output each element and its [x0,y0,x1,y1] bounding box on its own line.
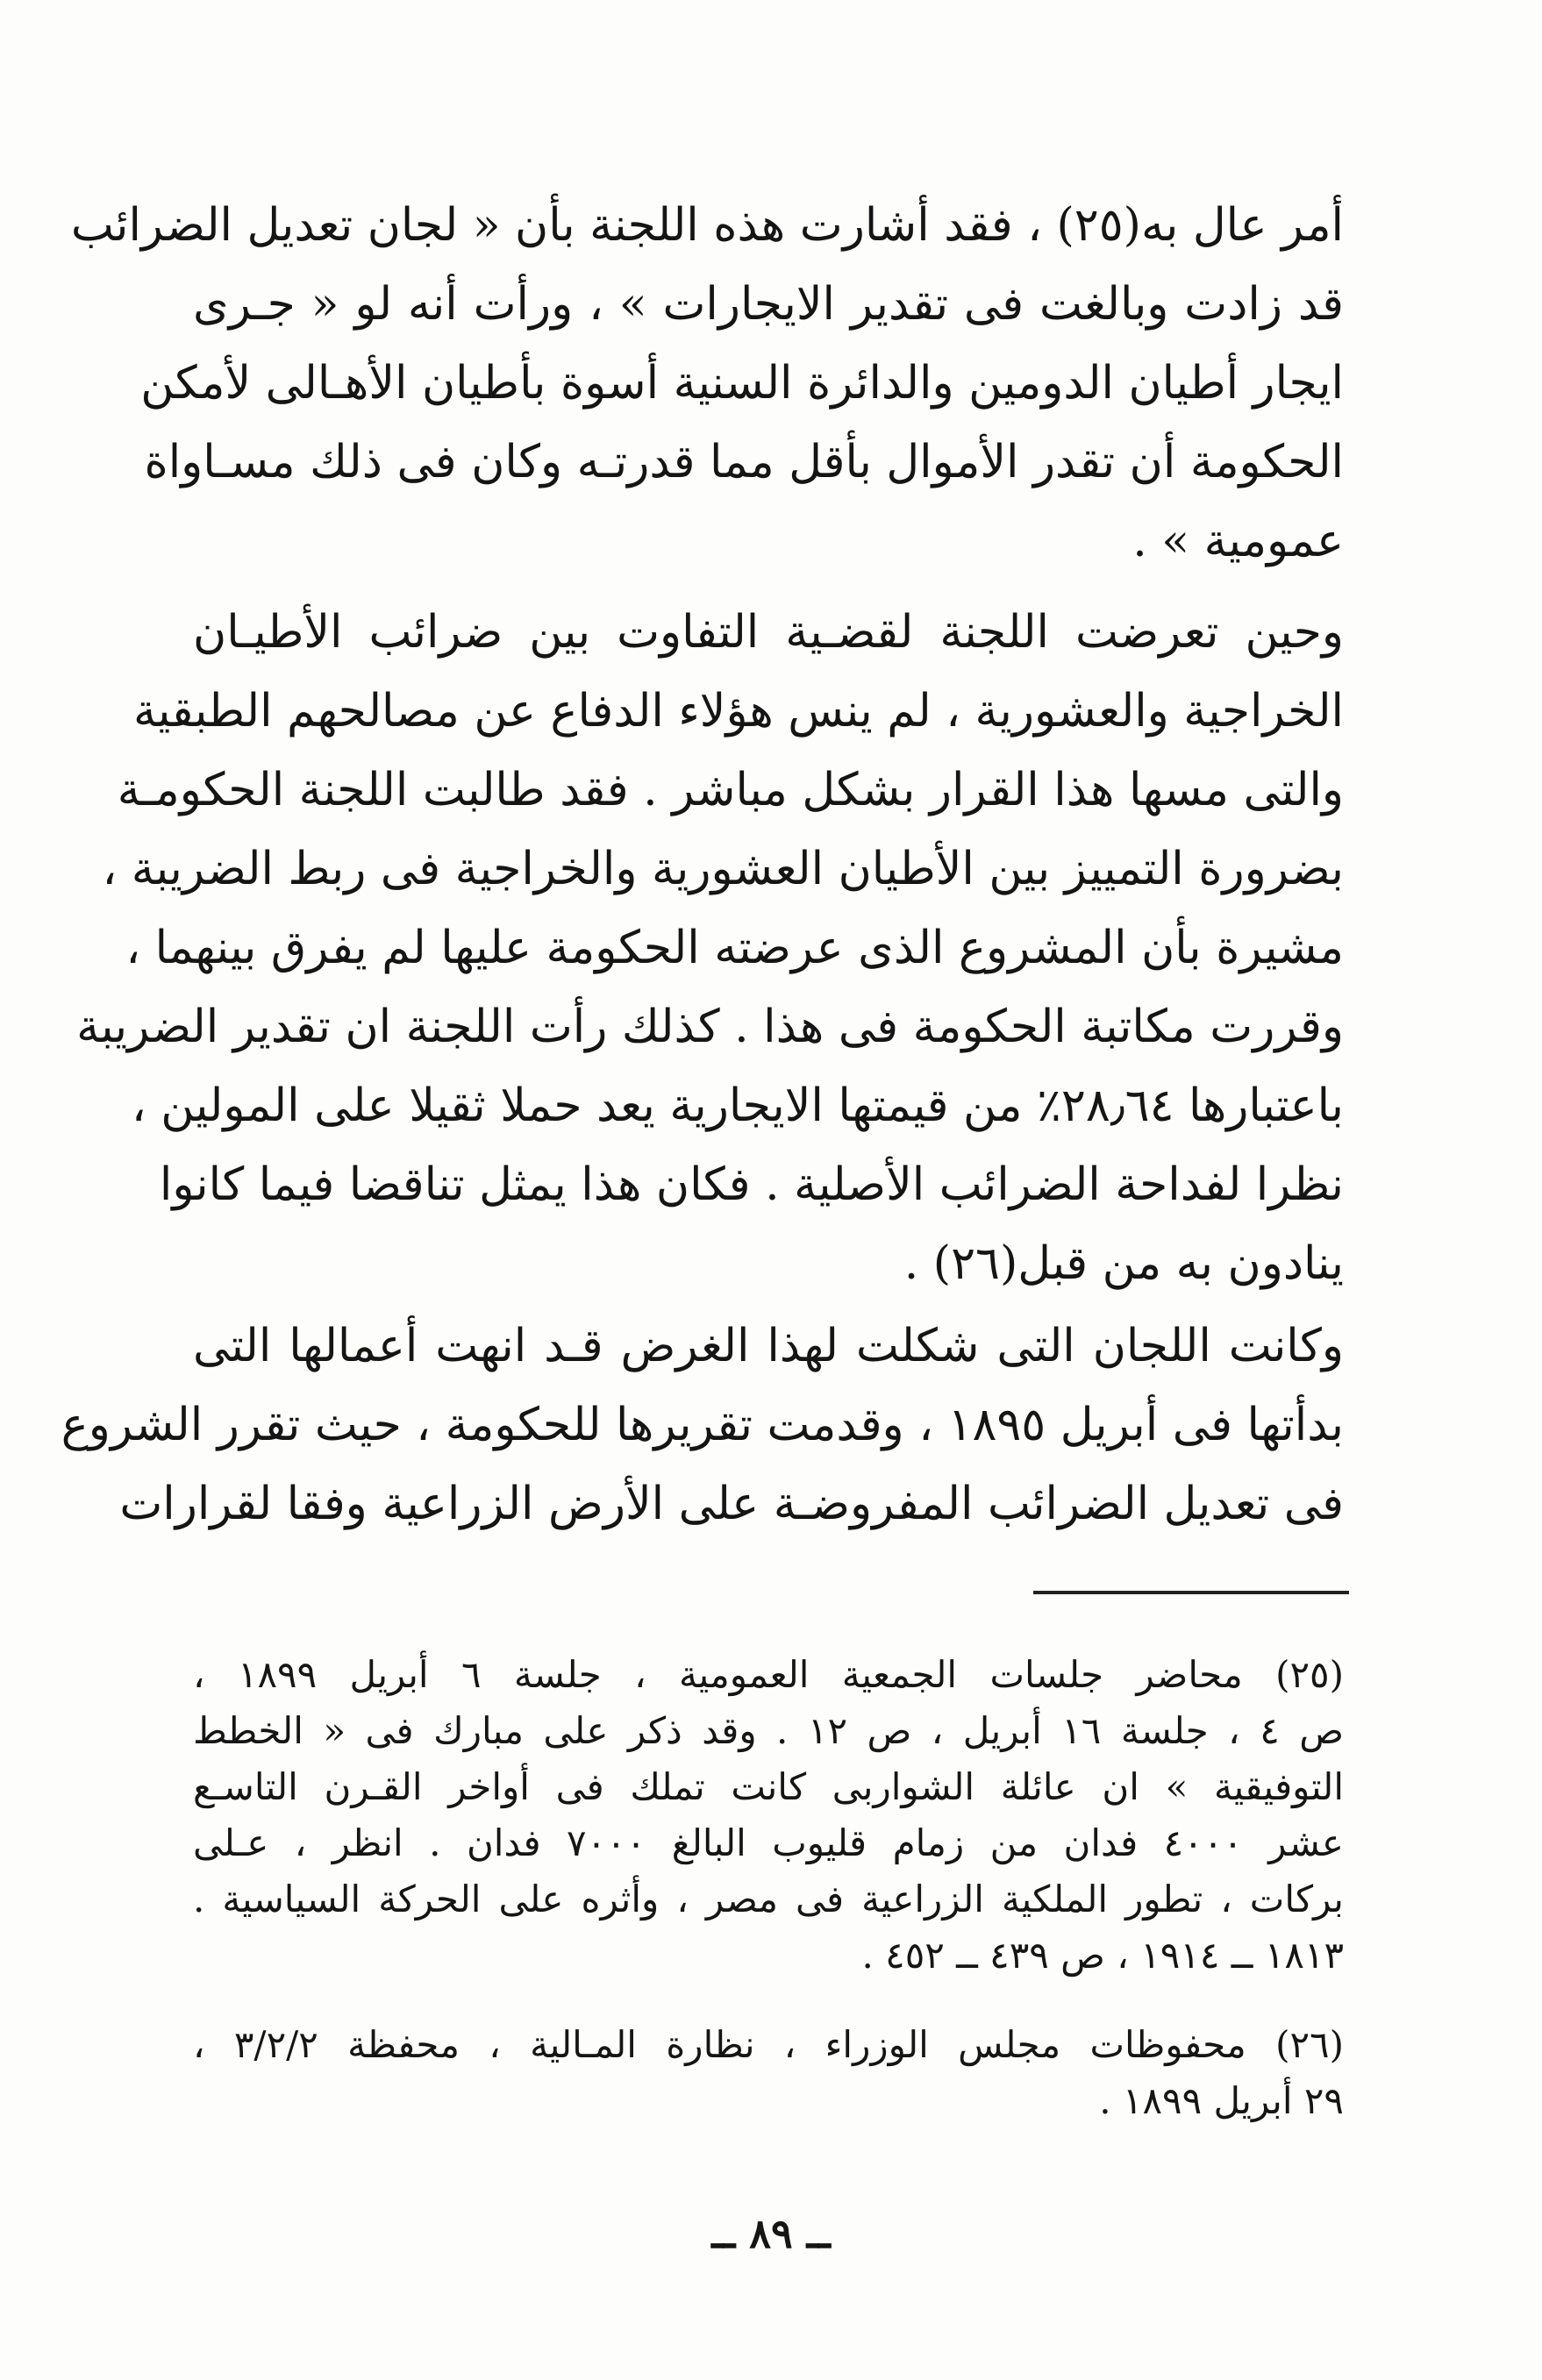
text-line: وحين تعرضت اللجنة لقضـية التفاوت بين ضرائب الأطيـان [193,606,1344,659]
text-line: فى تعديل الضرائب المفروضـة على الأرض الزراعية وفقا لقرارات [119,1478,1344,1530]
footnote-line: عشر ٤٠٠٠ فدان من زمام قليوب البالغ ٧٠٠٠ فدان . انظر ، عـلى [193,1821,1344,1864]
text-line: وقررت مكاتبة الحكومة فى هذا . كذلك رأت اللجنة ان تقدير الضريبة [76,1001,1344,1053]
text-line: الخراجية والعشورية ، لم ينس هؤلاء الدفاع عن مصالحهم الطبقية [133,685,1344,738]
footnote-line: بركات ، تطور الملكية الزراعية فى مصر ، وأثره على الحركة السياسية . [193,1878,1344,1920]
footnote-divider [1033,1591,1349,1594]
footnote-line: التوفيقية » ان عائلة الشواربى كانت تملك فى أواخر القـرن التاسـع [193,1765,1344,1808]
text-line: وكانت اللجان التى شكلت لهذا الغرض قـد انهت أعمالها التى [193,1320,1344,1372]
paragraph-2 [76,593,1344,1303]
footnote-25 [193,1647,1344,1984]
text-line: قد زادت وبالغت فى تقدير الايجارات » ، ورأت أنه لو « جـرى [193,278,1344,331]
text-line: أمر عال به(٢٥) ، فقد أشارت هذه اللجنة بأن « لجان تعديل الضرائب [70,199,1344,252]
text-line: ينادون به من قبل(٢٦) . [903,1237,1344,1290]
footnote-line: (٢٥) محاضر جلسات الجمعية العمومية ، جلسة ٦ أبريل ١٨٩٩ ، [193,1653,1345,1696]
text-line: بدأتها فى أبريل ١٨٩٥ ، وقدمت تقريرها للحكومة ، حيث تقرر الشروع [61,1399,1344,1451]
paragraph-1 [70,186,1344,581]
page-number: ــ ٨٩ ــ [711,2210,831,2257]
text-line: والتى مسها هذا القرار بشكل مباشر . فقد طالبت اللجنة الحكومـة [117,764,1344,816]
footnote-line: ص ٤ ، جلسة ١٦ أبريل ، ص ١٢ . وقد ذكر على مبارك فى « الخطط [193,1709,1344,1752]
footnote-line: (٢٦) محفوظات مجلس الوزراء ، نظارة المـالية ، محفظة ٣/٢/٢ ، [193,2023,1344,2066]
text-line: ايجار أطيان الدومين والدائرة السنية أسوة بأطيان الأهـالى لأمكن [140,357,1344,410]
text-line: الحكومة أن تقدر الأموال بأقل مما قدرتـه وكان فى ذلك مسـاواة [144,436,1344,488]
text-line: باعتبارها ٢٨٫٦٤٪ من قيمتها الايجارية يعد حملا ثقيلا على المولين ، [131,1080,1344,1132]
paragraph-3 [61,1307,1344,1543]
text-line: مشيرة بأن المشروع الذى عرضته الحكومة عليها لم يفرق بينهما ، [125,922,1344,974]
text-line: نظرا لفداحة الضرائب الأصلية . فكان هذا يمثل تناقضا فيما كانوا [159,1158,1344,1211]
text-line: بضرورة التمييز بين الأطيان العشورية والخراجية فى ربط الضريبة ، [102,843,1344,895]
footnote-line: ١٨١٣ ــ ١٩١٤ ، ص ٤٣٩ ــ ٤٥٢ . [861,1934,1344,1977]
text-line: عمومية » . [1132,515,1344,567]
footnote-line: ٢٩ أبريل ١٨٩٩ . [1099,2079,1344,2122]
footnote-26 [193,2017,1344,2129]
